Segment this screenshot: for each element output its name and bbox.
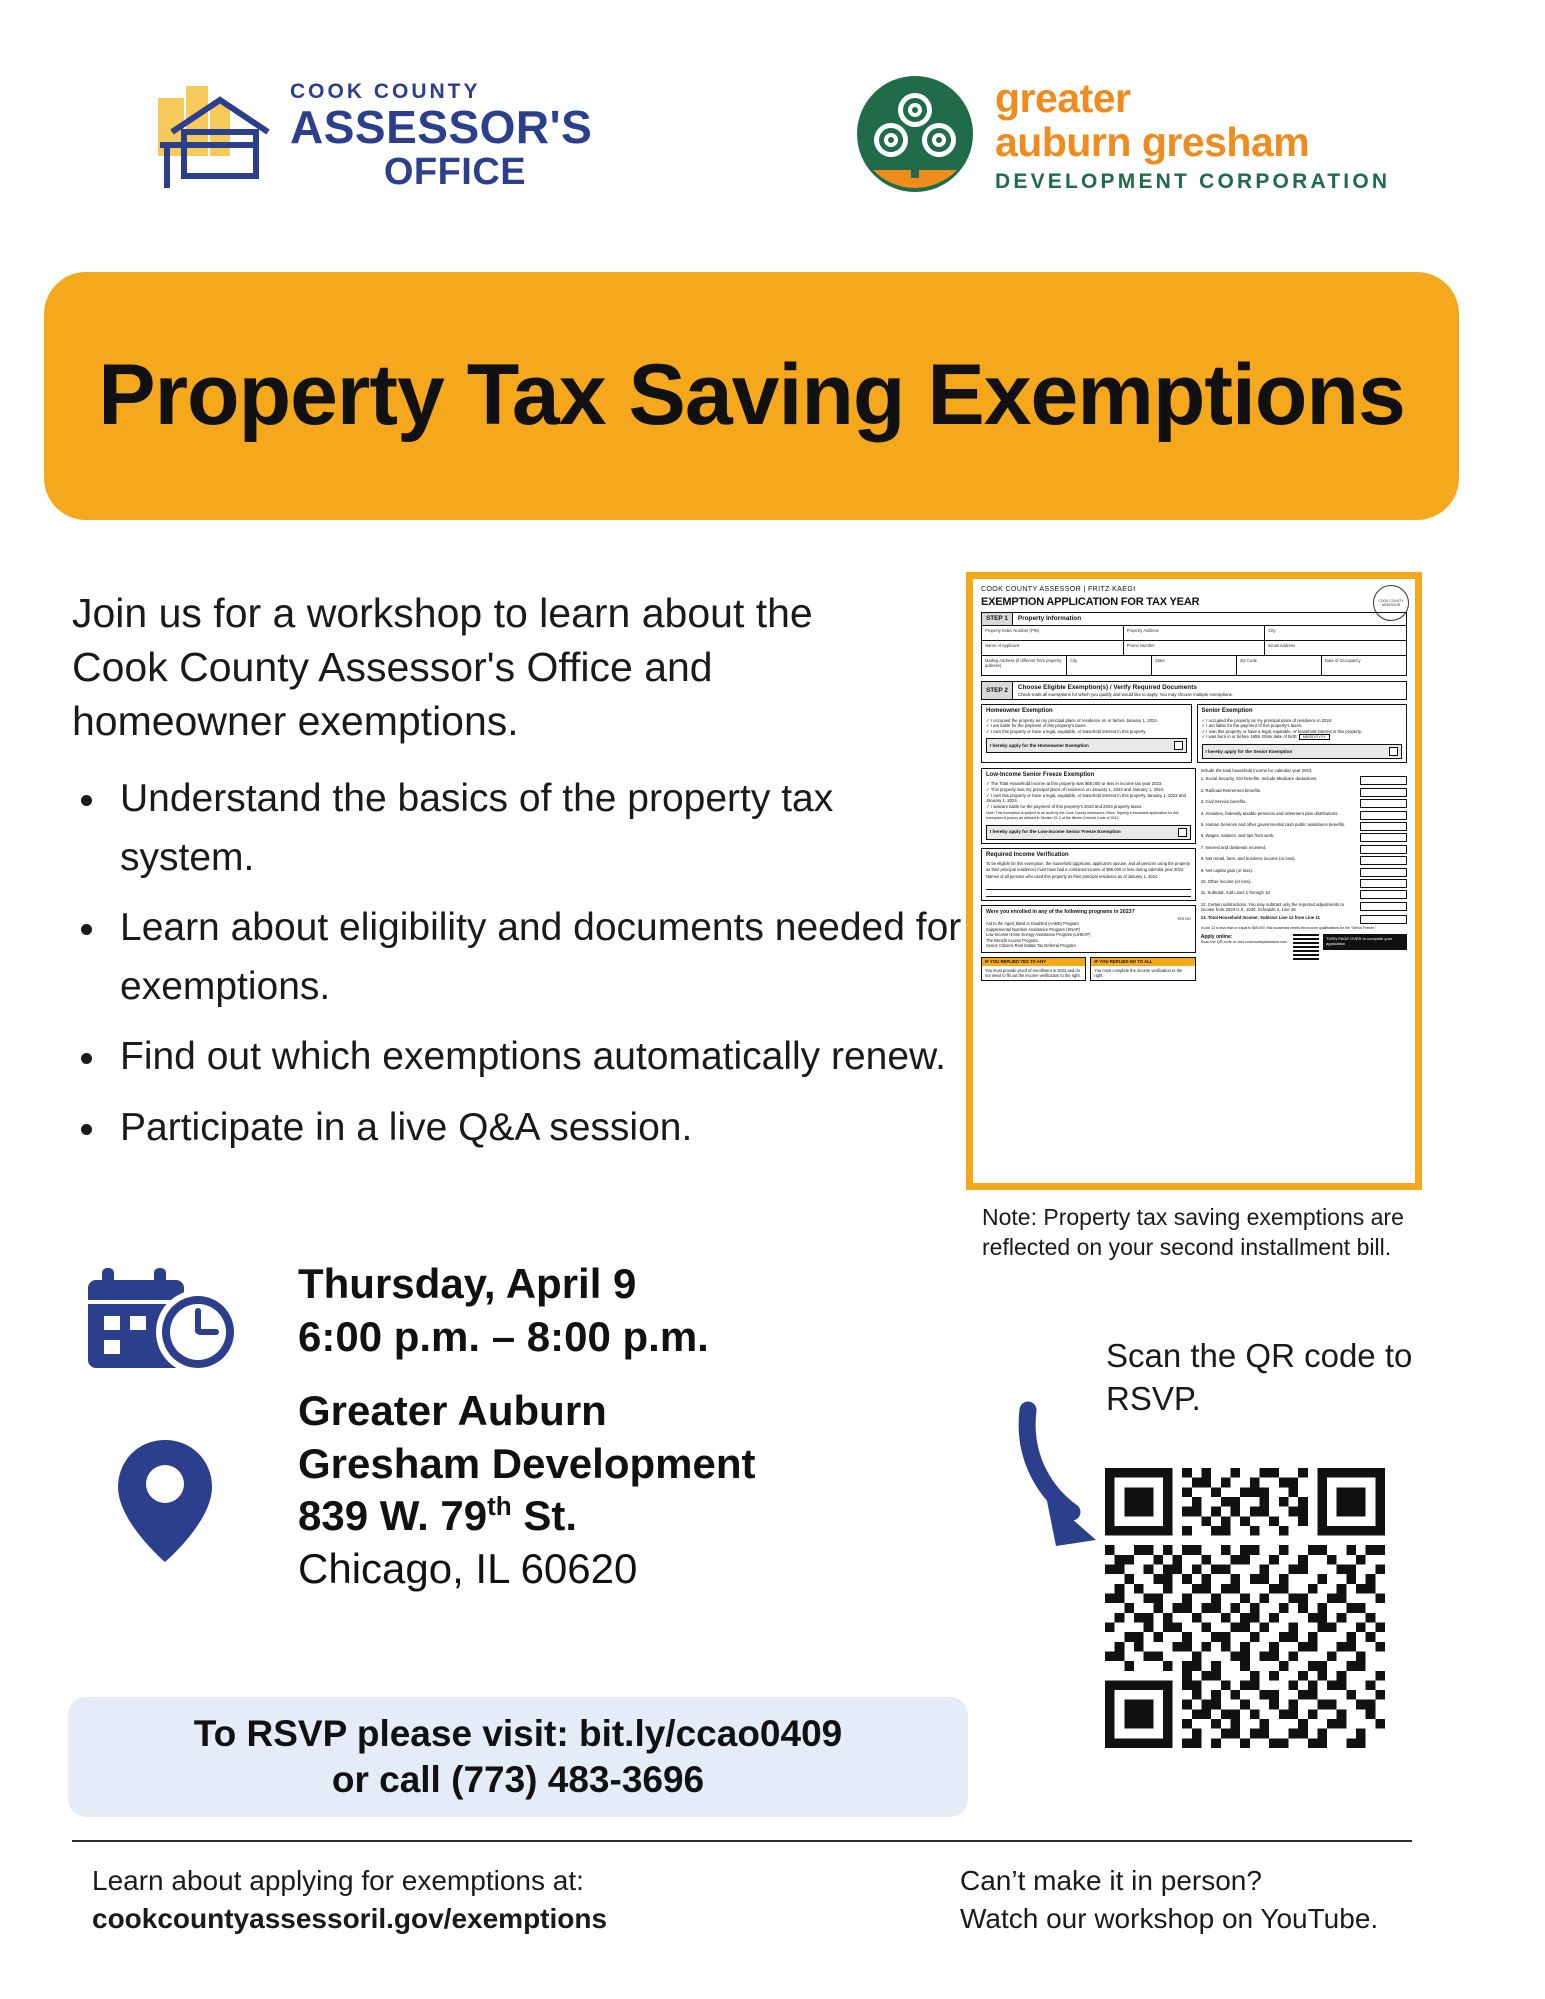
footer-right: [960, 1862, 1520, 1938]
event-date: Thursday, April 9: [298, 1260, 637, 1307]
form-header-big: EXEMPTION APPLICATION FOR TAX YEAR: [981, 595, 1200, 608]
gagdc-line1: greater: [995, 75, 1131, 121]
income-input[interactable]: [1360, 833, 1407, 842]
form-field: Zip Code: [1237, 656, 1322, 675]
senior-apply-label: I hereby apply for the Senior Exemption: [1205, 748, 1293, 754]
verification-line[interactable]: [986, 890, 1191, 897]
senior-title: Senior Exemption: [1201, 708, 1253, 715]
benefits-list: [72, 770, 970, 1169]
gagdc-line3: DEVELOPMENT CORPORATION: [995, 169, 1391, 193]
homeowner-title: Homeowner Exemption: [986, 708, 1053, 715]
gagdc-logo: [855, 62, 1415, 202]
form-field: Mailing Address (if different from property address): [982, 656, 1067, 675]
homeowner-apply-label: I hereby apply for the Homeowner Exemption: [990, 743, 1089, 749]
form-senior-exemption: [1197, 704, 1408, 763]
form-field: City: [1268, 627, 1276, 633]
freeze-apply-row: [986, 825, 1191, 840]
form-freeze-column: [981, 768, 1196, 981]
income-line: 6. Wages, salaries, and tips from work.: [1201, 833, 1407, 842]
calendar-clock-icon: [80, 1266, 260, 1376]
form-yesno-row: [981, 957, 1196, 981]
assessor-house-icon: [150, 80, 280, 195]
programs-yn-header: YES NO: [1177, 916, 1191, 921]
income-line: 9. Net capital gain (or loss).: [1201, 868, 1407, 877]
location-pin-icon: [110, 1436, 220, 1566]
yes-head: IF YOU REPLIED YES TO ANY: [982, 958, 1085, 966]
senior-item: ✓ I own this property or have a legal, equitable, or leasehold interest in this property.: [1201, 728, 1362, 734]
form-field: Property Address: [1124, 626, 1266, 640]
event-time: 6:00 p.m. – 8:00 p.m.: [298, 1312, 709, 1360]
income-line: 7. Interest and dividends received.: [1201, 845, 1407, 854]
yes-body: You must provide proof of enrollment in 2023 and do not need to fill out the income verification to the right.: [985, 967, 1081, 978]
form-step1-label: STEP 1: [982, 613, 1013, 625]
assessor-seal-icon: COOK COUNTY ASSESSOR: [1373, 585, 1409, 621]
verification-body-2: Names of all persons who used this property as their principal residence as of January 1, 2024.: [986, 874, 1159, 880]
income-input[interactable]: [1360, 799, 1407, 808]
gagdc-tree-icon: [855, 74, 975, 194]
gagdc-line2: auburn gresham: [995, 119, 1310, 166]
program-item: Low-Income Home Energy Assistance Program (LIHEAP): [986, 932, 1091, 938]
form-field: State: [1152, 656, 1237, 675]
programs-title: Were you enrolled in any of the following programs in 2023?: [986, 908, 1135, 915]
cook-county-assessor-logo: [150, 72, 670, 202]
form-field: City: [1067, 656, 1152, 675]
form-field-row-2: [981, 641, 1407, 656]
scan-instruction: Scan the QR code to RSVP.: [1106, 1337, 1413, 1417]
event-text: [298, 1258, 938, 1595]
list-item: • Learn about eligibility and documents needed for exemptions.: [110, 899, 970, 1016]
form-income-verification: [981, 848, 1196, 901]
logo-row: [0, 62, 1545, 212]
form-step2-label: STEP 2: [982, 682, 1013, 699]
income-input-total[interactable]: [1360, 915, 1407, 924]
form-note: Note: Property tax saving exemptions are reflected on your second installment bill.: [982, 1204, 1404, 1260]
venue-address: [298, 1490, 938, 1543]
venue-line-2: Gresham Development: [298, 1439, 756, 1487]
apply-online-title: Apply online:: [1200, 934, 1233, 941]
form-field: Name of Applicant: [982, 641, 1124, 655]
income-input[interactable]: [1360, 868, 1407, 877]
senior-item: ✓ I am liable for the payment of this property's taxes.: [1201, 723, 1303, 729]
income-line: 5. Human Services and other governmental cash public assistance benefits.: [1201, 822, 1407, 831]
form-step2-title: Choose Eligible Exemption(s) / Verify Required Documents: [1017, 684, 1197, 692]
venue-line-1: Greater Auburn: [298, 1387, 607, 1434]
program-item: Aid to the Aged, Blind or Disabled (AABD) Program: [986, 921, 1079, 927]
program-item: The Benefit Access Program: [986, 937, 1038, 943]
income-line: 2. Railroad Retirement benefits.: [1201, 788, 1407, 797]
list-item: • Participate in a live Q&A session.: [110, 1099, 970, 1158]
income-line: 11. Subtotal: Add Lines 1 through 10: [1201, 890, 1407, 899]
form-field: Property Index Number (PIN): [982, 626, 1124, 640]
income-intro: Include the total household income for calendar year 2023.: [1200, 768, 1313, 774]
verification-line[interactable]: [986, 883, 1191, 890]
rsvp-link-text[interactable]: To RSVP please visit: bit.ly/ccao0409: [193, 1712, 843, 1754]
income-input[interactable]: [1360, 845, 1407, 854]
form-field-row-1: [981, 626, 1407, 641]
form-step1-title: Property Information: [1017, 614, 1082, 622]
form-income-column: [1201, 768, 1407, 981]
freeze-item: ✓ I own this property or have a legal, equitable, or leasehold interest in this property January 1, 2023 and January 1, 2024.: [986, 792, 1186, 804]
rsvp-bar[interactable]: [68, 1697, 968, 1817]
income-line: 10. Other income (or loss).: [1201, 879, 1407, 888]
form-exemption-columns: [981, 704, 1407, 763]
footer-website-link[interactable]: cookcountyassessoril.gov/exemptions: [92, 1902, 608, 1934]
assessor-county-label: COOK COUNTY: [290, 80, 481, 103]
no-head: IF YOU REPLIED NO TO ALL: [1091, 958, 1194, 966]
form-step2-row: [981, 681, 1407, 700]
homeowner-item: ✓ I own this property or have a legal, equitable, or leasehold interest in this property.: [986, 728, 1147, 734]
turn-page-banner: TURN PAGE OVER to complete your application: [1323, 934, 1407, 950]
assessor-name-label: ASSESSOR'S: [290, 101, 593, 153]
rsvp-phone-text: or call (773) 483-3696: [331, 1759, 705, 1800]
form-field: Phone Number: [1124, 641, 1266, 655]
rsvp-qr-code[interactable]: [1105, 1468, 1385, 1748]
senior-item: ✓ I occupied the property as my principal place of residence in 2024.: [1201, 717, 1333, 723]
form-programs: [981, 905, 1196, 953]
verification-body: To be eligible for this exemption, the household (applicant, applicant's spouse, and all persons using the property as their principal residence) must have had a combined income of $65,000 or less during calendar year 2023.: [986, 861, 1191, 872]
form-field: Date of Occupancy: [1325, 658, 1361, 663]
form-freeze-exemption: [981, 768, 1196, 844]
income-line: 12. Certain subtractions. You may subtract only the reported adjustments to income from 2023 U.S. 1040, Schedule 1, Line 26: [1201, 902, 1407, 912]
income-footnote: If Line 13 is less than or equal to $65,000, this household meets the income qualifications for the “Senior Freeze.”: [1200, 925, 1377, 930]
footer-left-line1: Learn about applying for exemptions at:: [92, 1865, 584, 1896]
venue-city: Chicago, IL 60620: [298, 1544, 638, 1592]
freeze-item: ✓ I was/am liable for the payment of this property's 2023 and 2024 property taxes.: [986, 803, 1143, 809]
footer-divider: [72, 1840, 1412, 1842]
freeze-title: Low-Income Senior Freeze Exemption: [986, 772, 1095, 779]
form-qr-code[interactable]: [1293, 934, 1319, 960]
address-suffix: th: [487, 1491, 512, 1521]
freeze-item: ✓ The Total Household Income at this property was $65,000 or less in income tax year 2023.: [986, 781, 1163, 787]
form-lower-section: [981, 768, 1407, 981]
no-body: You must complete the income verification to the right.: [1094, 967, 1183, 978]
address-street: St.: [511, 1492, 578, 1539]
page-title: Property Tax Saving Exemptions: [98, 347, 1405, 444]
form-step2-title-wrap: [1013, 682, 1238, 699]
assessor-logo-text: [290, 80, 670, 194]
homeowner-checkbox[interactable]: [1174, 741, 1183, 750]
apply-online-body: Scan the QR code or visit cookcountyassessor.com: [1200, 940, 1288, 945]
senior-apply-row: [1202, 744, 1403, 759]
homeowner-item: ✓ I occupied the property as my principal place of residence on or before January 1, 2024.: [986, 717, 1158, 723]
senior-dob-field[interactable]: MM/DD/YYYY: [1299, 734, 1330, 740]
income-input[interactable]: [1360, 776, 1407, 785]
form-header-small: COOK COUNTY ASSESSOR | FRITZ KAEGI: [981, 586, 1136, 593]
form-field-row-3: [981, 656, 1407, 676]
exemption-form-page: [973, 579, 1415, 1183]
freeze-checkbox[interactable]: [1178, 828, 1187, 837]
income-line-total: 13. Total Household Income: Subtract Line 12 from Line 11: [1201, 915, 1407, 924]
footer-right-line2: Watch our workshop on YouTube.: [960, 1902, 1379, 1934]
intro-paragraph: Join us for a workshop to learn about the Cook County Assessor's Office and homeowner exemptions.: [72, 590, 813, 745]
list-item: • Find out which exemptions automatically renew.: [110, 1028, 970, 1087]
footer-left: [92, 1862, 792, 1938]
income-line: 1. Social Security, SSI benefits. Include Medicare deductions.: [1201, 776, 1407, 785]
income-input[interactable]: [1360, 902, 1407, 911]
income-input[interactable]: [1360, 856, 1407, 865]
address-number: 839 W. 79: [298, 1492, 488, 1539]
list-item: • Understand the basics of the property tax system.: [110, 770, 970, 887]
income-input[interactable]: [1360, 788, 1407, 797]
income-input[interactable]: [1360, 890, 1407, 899]
income-line: 4. Annuities, federally taxable pensions and retirement plan distributions.: [1201, 811, 1407, 820]
form-step2-sub: Check-mark all exemptions for which you qualify and would like to apply. You may choose multiple exemptions.: [1017, 692, 1234, 698]
form-no-block: [1090, 957, 1195, 981]
verification-title: Required Income Verification: [986, 851, 1069, 858]
senior-checkbox[interactable]: [1389, 747, 1398, 756]
income-input[interactable]: [1360, 822, 1407, 831]
program-item: Supplemental Nutrition Assistance Program (SNAP): [986, 926, 1080, 932]
income-line: 3. Civil Service benefits.: [1201, 799, 1407, 808]
gagdc-logo-text: [995, 76, 1390, 194]
income-line: 8. Net rental, farm, and business income (or loss).: [1201, 856, 1407, 865]
title-banner: [44, 272, 1459, 520]
program-item: Senior Citizens Real Estate Tax Deferral Program: [986, 943, 1076, 949]
exemption-form-image: [966, 572, 1422, 1190]
income-input[interactable]: [1360, 879, 1407, 888]
income-input[interactable]: [1360, 811, 1407, 820]
homeowner-item: ✓ I am liable for the payment of this property's taxes.: [986, 723, 1087, 729]
senior-item: ✓ I was born in or before 1959. Enter date of birth: MM/DD/YYYY: [1202, 734, 1403, 740]
homeowner-apply-row: [986, 738, 1187, 753]
form-step1-row: [981, 612, 1407, 626]
form-apply-online: [1201, 934, 1407, 960]
freeze-item: ✓ This property was my principal place of residence on January 1, 2023 and January 1, 2024.: [986, 787, 1165, 793]
form-homeowner-exemption: [981, 704, 1192, 763]
form-field: Email Address: [1268, 642, 1296, 648]
freeze-apply-label: I hereby apply for the Low-Income Senior Freeze Exemption: [990, 829, 1121, 835]
footer-right-line1: Can’t make it in person?: [960, 1865, 1262, 1896]
freeze-note: Note: This exemption is subject to an audit by the Cook County Assessor's Office. Signing a fraudulent application for this exemption is perjury as defined in Section 32-2 of the Illinois Criminal Code of 2012.: [986, 811, 1179, 821]
assessor-office-label: OFFICE: [383, 150, 527, 193]
form-yes-block: [981, 957, 1086, 981]
